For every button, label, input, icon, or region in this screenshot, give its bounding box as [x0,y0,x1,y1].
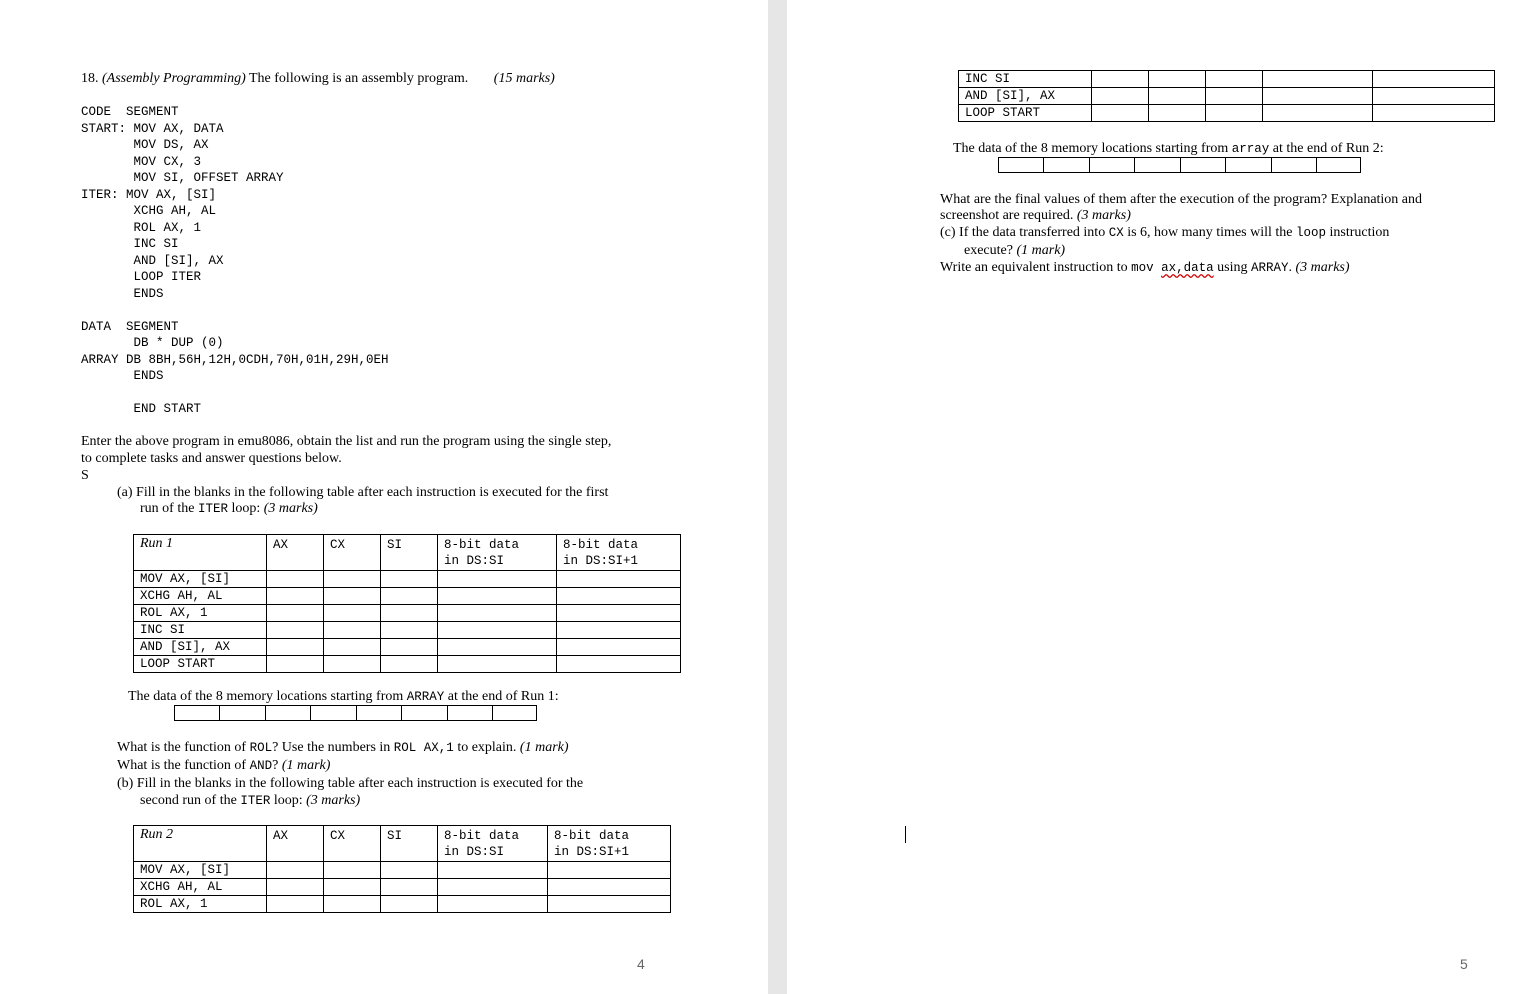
table-row: MOV AX, [SI] [134,571,681,588]
code-line: ROL AX, 1 [81,220,202,235]
code-line: LOOP ITER [81,270,202,284]
blank-cell[interactable] [324,605,381,622]
blank-cell[interactable] [381,571,438,588]
question-final-line1: What are the final values of them after the execution of the program? Explanation and [940,192,1423,207]
blank-cell[interactable] [438,862,548,879]
question-final-line2: screenshot are required. (3 marks) [940,208,1131,223]
blank-cell[interactable] [1092,88,1149,105]
part-b-text2: second run of the ITER loop: (3 marks) [140,793,361,808]
text-cursor[interactable] [905,826,906,843]
blank-cell[interactable] [557,656,681,673]
blank-cell[interactable] [1206,71,1263,88]
run2-label: Run 2 [134,826,267,862]
run1-table [133,534,681,673]
blank-cell[interactable] [267,896,324,913]
blank-cell[interactable] [381,622,438,639]
blank-cell[interactable] [267,588,324,605]
table-row: AND [SI], AX [134,639,681,656]
part-c-line2: execute? (1 mark) [964,243,1066,258]
blank-cell[interactable] [324,588,381,605]
memory-box[interactable] [1226,158,1272,172]
table-row: XCHG AH, AL [134,879,671,896]
blank-cell[interactable] [1149,71,1206,88]
part-c-line1: (c) If the data transferred into CX is 6, how many times will the loop instruction [940,225,1390,240]
blank-cell[interactable] [324,622,381,639]
blank-cell[interactable] [267,862,324,879]
blank-cell[interactable] [324,896,381,913]
part-a-text2: run of the ITER loop: (3 marks) [140,501,318,516]
code-line: MOV CX, 3 [81,154,202,169]
blank-cell[interactable] [324,656,381,673]
question-marks: (15 marks) [493,71,555,86]
table-row: ROL AX, 1 [134,896,671,913]
instructions-line3: S [81,468,89,483]
blank-cell[interactable] [267,571,324,588]
blank-cell[interactable] [438,571,557,588]
memory-box[interactable] [175,706,220,720]
blank-cell[interactable] [1373,71,1495,88]
blank-cell[interactable] [381,588,438,605]
question-topic: (Assembly Programming) [102,71,246,86]
memory-box[interactable] [1044,158,1090,172]
instructions-line1: Enter the above program in emu8086, obtain the list and run the program using the single step, [81,434,612,449]
blank-cell[interactable] [324,639,381,656]
code-line: CODE SEGMENT [81,105,179,119]
header-ds-si1: 8-bit data in DS:SI+1 [557,535,681,571]
page-number: 5 [1460,956,1468,972]
memory-box[interactable] [999,158,1044,172]
run2-table-part1 [133,825,671,913]
header-ds-si1: 8-bit data in DS:SI+1 [548,826,671,862]
blank-cell[interactable] [324,862,381,879]
blank-cell[interactable] [1263,88,1373,105]
table-row: ROL AX, 1 [134,605,681,622]
blank-cell[interactable] [267,639,324,656]
blank-cell[interactable] [557,588,681,605]
table-row: INC SI [134,622,681,639]
blank-cell[interactable] [267,622,324,639]
blank-cell[interactable] [381,896,438,913]
blank-cell[interactable] [1263,105,1373,122]
header-cx: CX [324,535,381,571]
blank-cell[interactable] [557,571,681,588]
blank-cell[interactable] [1149,88,1206,105]
question-equivalent: Write an equivalent instruction to mov ax,data using ARRAY. (3 marks) [940,260,1350,275]
memory-box[interactable] [402,706,448,720]
code-line: MOV DS, AX [81,138,209,152]
part-a-text1: (a) Fill in the blanks in the following table after each instruction is executed for the first [117,485,609,500]
question-heading [81,70,555,87]
blank-cell[interactable] [324,879,381,896]
blank-cell[interactable] [1206,88,1263,105]
part-b-text1: (b) Fill in the blanks in the following table after each instruction is executed for the [117,776,584,791]
memory-box[interactable] [266,706,311,720]
question-number: 18. [81,71,99,86]
spellcheck-squiggle: ax,data [1161,261,1214,275]
header-si: SI [381,826,438,862]
blank-cell[interactable] [267,879,324,896]
memory-box[interactable] [493,706,536,720]
code-line: AND [SI], AX [81,253,224,268]
memory-box[interactable] [1317,158,1360,172]
blank-cell[interactable] [1373,105,1495,122]
blank-cell[interactable] [381,605,438,622]
blank-cell[interactable] [438,879,548,896]
question-intro: The following is an assembly program. [245,71,469,86]
blank-cell[interactable] [1206,105,1263,122]
table-row: MOV AX, [SI] [134,862,671,879]
run2-data-caption: The data of the 8 memory locations starting from array at the end of Run 2: [953,141,1384,156]
memory-box[interactable] [1272,158,1317,172]
blank-cell[interactable] [1149,105,1206,122]
header-ds-si: 8-bit data in DS:SI [438,535,557,571]
blank-cell[interactable] [1263,71,1373,88]
code-line: START: MOV AX, DATA [81,121,224,136]
run1-data-caption: The data of the 8 memory locations starting from ARRAY at the end of Run 1: [128,689,559,704]
blank-cell[interactable] [548,862,671,879]
blank-cell[interactable] [438,588,557,605]
instructions-line2: to complete tasks and answer questions below. [81,451,342,466]
memory-box[interactable] [1181,158,1226,172]
code-line: DB * DUP (0) [81,336,224,350]
header-cx: CX [324,826,381,862]
table-row: LOOP START [959,105,1495,122]
blank-cell[interactable] [438,656,557,673]
code-line [81,302,389,319]
header-ax: AX [267,826,324,862]
header-si: SI [381,535,438,571]
run1-memory-boxes [174,705,537,721]
code-line: XCHG AH, AL [81,204,217,218]
table-row: LOOP START [134,656,681,673]
blank-cell[interactable] [381,656,438,673]
blank-cell[interactable] [548,879,671,896]
blank-cell[interactable] [381,639,438,656]
question-and: What is the function of AND? (1 mark) [117,758,331,773]
memory-box[interactable] [220,706,266,720]
assembly-code [81,104,389,418]
question-rol: What is the function of ROL? Use the numbers in ROL AX,1 to explain. (1 mark) [117,740,569,755]
code-line: ENDS [81,369,164,383]
blank-cell[interactable] [1092,105,1149,122]
blank-cell[interactable] [1092,71,1149,88]
blank-cell[interactable] [557,622,681,639]
code-line: ARRAY DB 8BH,56H,12H,0CDH,70H,01H,29H,0EH [81,352,389,367]
memory-box[interactable] [448,706,493,720]
blank-cell[interactable] [557,605,681,622]
page-5 [787,0,1537,994]
code-line: ITER: MOV AX, [SI] [81,187,217,202]
code-line: MOV SI, OFFSET ARRAY [81,171,284,185]
code-line: DATA SEGMENT [81,319,179,334]
memory-box[interactable] [1090,158,1135,172]
blank-cell[interactable] [381,862,438,879]
header-ax: AX [267,535,324,571]
blank-cell[interactable] [324,571,381,588]
code-line [81,385,389,402]
run2-table-part2 [958,70,1495,122]
run2-memory-boxes [998,157,1361,173]
code-line: INC SI [81,237,179,251]
page-4 [0,0,768,994]
code-line: END START [81,402,202,416]
memory-box[interactable] [357,706,402,720]
blank-cell[interactable] [438,622,557,639]
table-row: INC SI [959,71,1495,88]
memory-box[interactable] [1135,158,1181,172]
blank-cell[interactable] [557,639,681,656]
blank-cell[interactable] [267,656,324,673]
page-number: 4 [637,956,645,972]
blank-cell[interactable] [548,896,671,913]
blank-cell[interactable] [1373,88,1495,105]
blank-cell[interactable] [438,605,557,622]
table-row: XCHG AH, AL [134,588,681,605]
table-row: AND [SI], AX [959,88,1495,105]
blank-cell[interactable] [267,605,324,622]
memory-box[interactable] [311,706,357,720]
blank-cell[interactable] [438,639,557,656]
header-ds-si: 8-bit data in DS:SI [438,826,548,862]
blank-cell[interactable] [381,879,438,896]
run1-label: Run 1 [134,535,267,571]
code-line: ENDS [81,286,164,301]
blank-cell[interactable] [438,896,548,913]
